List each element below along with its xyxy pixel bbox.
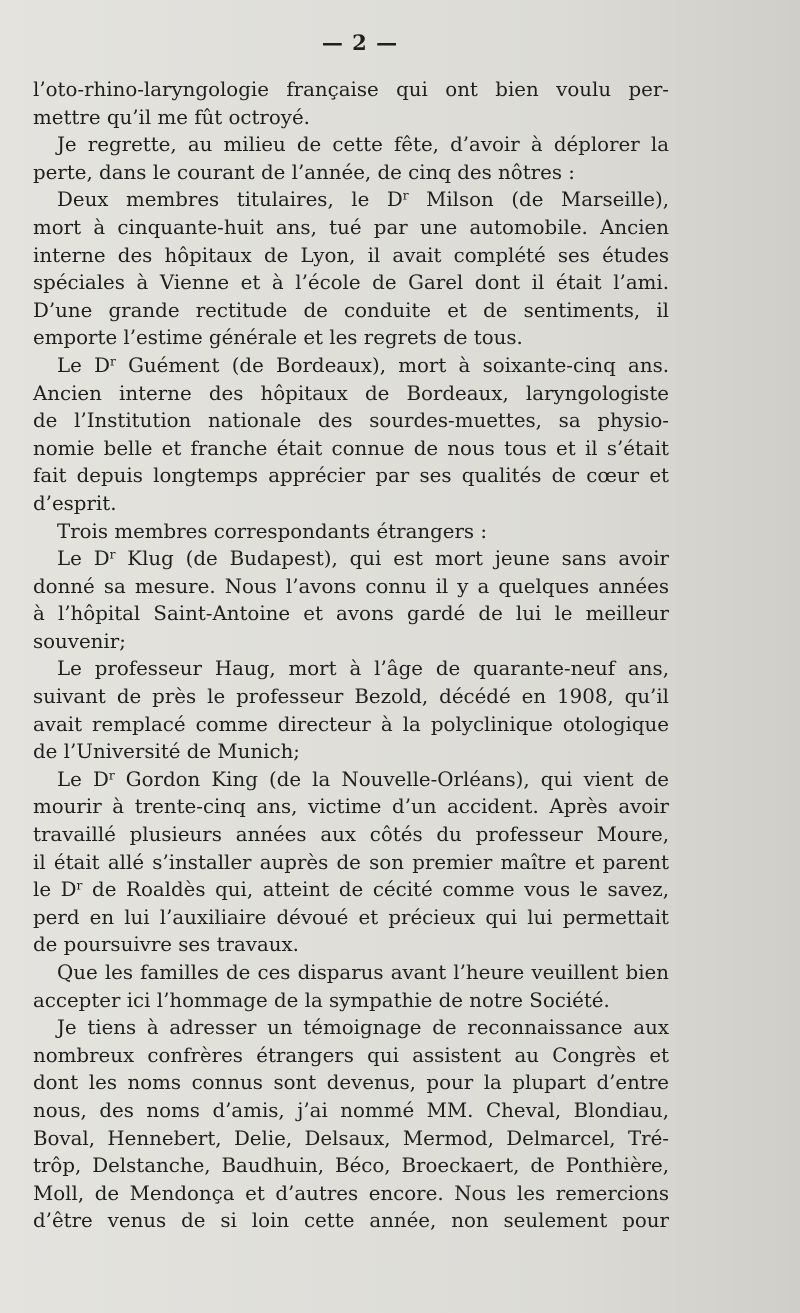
- text-line: de l’Université de Munich;: [33, 740, 300, 764]
- text-line: Deux membres titulaires, le $D^r$ Milson (de Marseille),: [57, 188, 669, 212]
- text-line: spéciales à Vienne et à l’école de Garel dont il était l’ami.: [33, 271, 669, 295]
- text-line: accepter ici l’hommage de la sympathie de notre Société.: [33, 988, 610, 1012]
- page-number: — 2 —: [321, 30, 399, 55]
- text-line: nomie belle et franche était connue de nous tous et il s’était: [33, 436, 669, 460]
- text-line: de l’Institution nationale des sourdes-muettes, sa physio-: [33, 409, 669, 433]
- text-line: de poursuivre ses travaux.: [33, 933, 299, 957]
- text-line: l’oto-rhino-laryngologie française qui ont bien voulu per-: [33, 78, 669, 101]
- text-line: travaillé plusieurs années aux côtés du professeur Moure,: [33, 823, 669, 847]
- text-line: Ancien interne des hôpitaux de Bordeaux, laryngologiste: [33, 381, 669, 405]
- text-line: Le $D^r$ Klug (de Budapest), qui est mort jeune sans avoir: [57, 547, 669, 571]
- text-line: donné sa mesure. Nous l’avons connu il y a quelques années: [33, 574, 669, 598]
- text-line: le $D^r$ de Roaldès qui, atteint de cécité comme vous le savez,: [33, 878, 669, 902]
- text-line: il était allé s’installer auprès de son premier maître et parent: [33, 850, 669, 874]
- text-line: Le $D^r$ Guément (de Bordeaux), mort à soixante-cinq ans.: [57, 353, 670, 377]
- text-line: Le $D^r$ Gordon King (de la Nouvelle-Orléans), qui vient de: [57, 767, 669, 791]
- text-line: emporte l’estime générale et les regrets de tous.: [33, 326, 523, 350]
- text-line: Je tiens à adresser un témoignage de reconnaissance aux: [57, 1016, 669, 1040]
- text-line: souvenir;: [33, 629, 126, 653]
- text-line: mort à cinquante-huit ans, tué par une automobile. Ancien: [33, 215, 669, 239]
- text-line: nous, des noms d’amis, j’ai nommé MM. Cheval, Blondiau,: [33, 1098, 669, 1122]
- text-line: Je regrette, au milieu de cette fête, d’avoir à déplorer la: [57, 133, 669, 157]
- text-line: D’une grande rectitude de conduite et de sentiments, il: [33, 298, 669, 322]
- text-line: nombreux confrères étrangers qui assistent au Congrès et: [33, 1043, 669, 1067]
- text-line: avait remplacé comme directeur à la polyclinique otologique: [33, 712, 669, 736]
- text-line: Boval, Hennebert, Delie, Delsaux, Mermod, Delmarcel, Tré-: [33, 1126, 669, 1150]
- text-line: perd en lui l’auxiliaire dévoué et précieux qui lui permettait: [33, 905, 669, 929]
- text-line: Moll, de Mendonça et d’autres encore. Nous les remercions: [33, 1181, 669, 1205]
- text-line: à l’hôpital Saint-Antoine et avons gardé de lui le meilleur: [33, 602, 669, 626]
- text-line: d’être venus de si loin cette année, non seulement pour: [33, 1209, 669, 1233]
- text-line: Que les familles de ces disparus avant l’heure veuillent bien: [57, 961, 669, 984]
- text-line: dont les noms connus sont devenus, pour la plupart d’entre: [33, 1071, 669, 1095]
- text-line: Le professeur Haug, mort à l’âge de quarante-neuf ans,: [57, 657, 669, 681]
- text-line: interne des hôpitaux de Lyon, il avait complété ses études: [33, 243, 669, 267]
- text-line: Trois membres correspondants étrangers :: [57, 519, 488, 543]
- text-line: mourir à trente-cinq ans, victime d’un accident. Après avoir: [33, 795, 669, 819]
- text-line: d’esprit.: [33, 491, 117, 515]
- body-text: [33, 76, 669, 1235]
- text-line: mettre qu’il me fût octroyé.: [33, 105, 310, 129]
- text-line: suivant de près le professeur Bezold, décédé en 1908, qu’il: [33, 685, 669, 709]
- text-line: fait depuis longtemps apprécier par ses qualités de cœur et: [33, 464, 669, 488]
- text-line: trôp, Delstanche, Baudhuin, Béco, Broeckaert, de Ponthière,: [33, 1154, 669, 1178]
- text-line: perte, dans le courant de l’année, de cinq des nôtres :: [33, 160, 575, 184]
